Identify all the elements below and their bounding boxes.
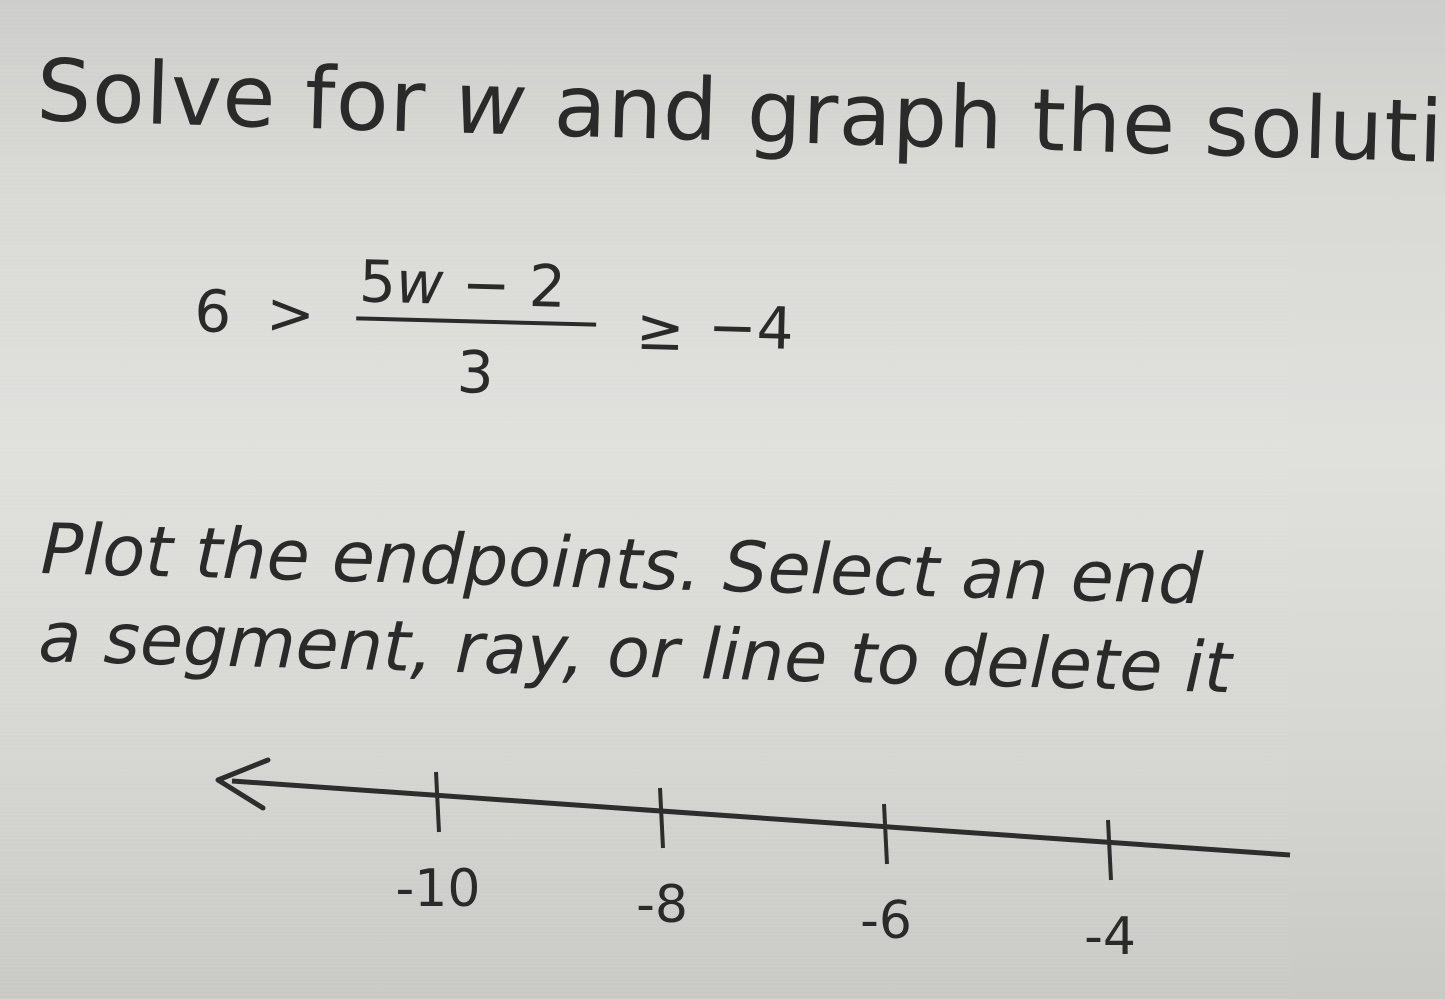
tick-mark[interactable] xyxy=(660,788,663,848)
tick-label: -10 xyxy=(395,859,481,919)
inequality-right-value: −4 xyxy=(707,292,795,363)
prompt-text-after: and graph the soluti xyxy=(524,55,1445,183)
tick-label: -4 xyxy=(1084,907,1136,967)
numerator-variable: w xyxy=(395,248,445,318)
numerator-coefficient: 5 xyxy=(358,247,397,317)
prompt-text-before: Solve for xyxy=(35,41,456,154)
tick-label: -8 xyxy=(636,875,688,935)
instructions-line-1: Plot the endpoints. Select an end xyxy=(39,507,1204,621)
tick-mark[interactable] xyxy=(884,804,887,864)
prompt-variable: w xyxy=(452,53,528,156)
inequality-greater-equal: ≥ xyxy=(635,294,686,364)
tick-mark[interactable] xyxy=(1108,820,1111,880)
tick-mark[interactable] xyxy=(436,772,439,832)
tick-label: -6 xyxy=(860,891,912,951)
inequality-left-value: 6 xyxy=(193,277,233,347)
fraction-denominator: 3 xyxy=(455,338,495,407)
inequality-greater-than: > xyxy=(265,279,316,349)
instructions-line-2: a segment, ray, or line to delete it xyxy=(37,595,1233,710)
numerator-constant: − 2 xyxy=(442,249,567,321)
number-line-axis[interactable] xyxy=(232,781,1290,855)
